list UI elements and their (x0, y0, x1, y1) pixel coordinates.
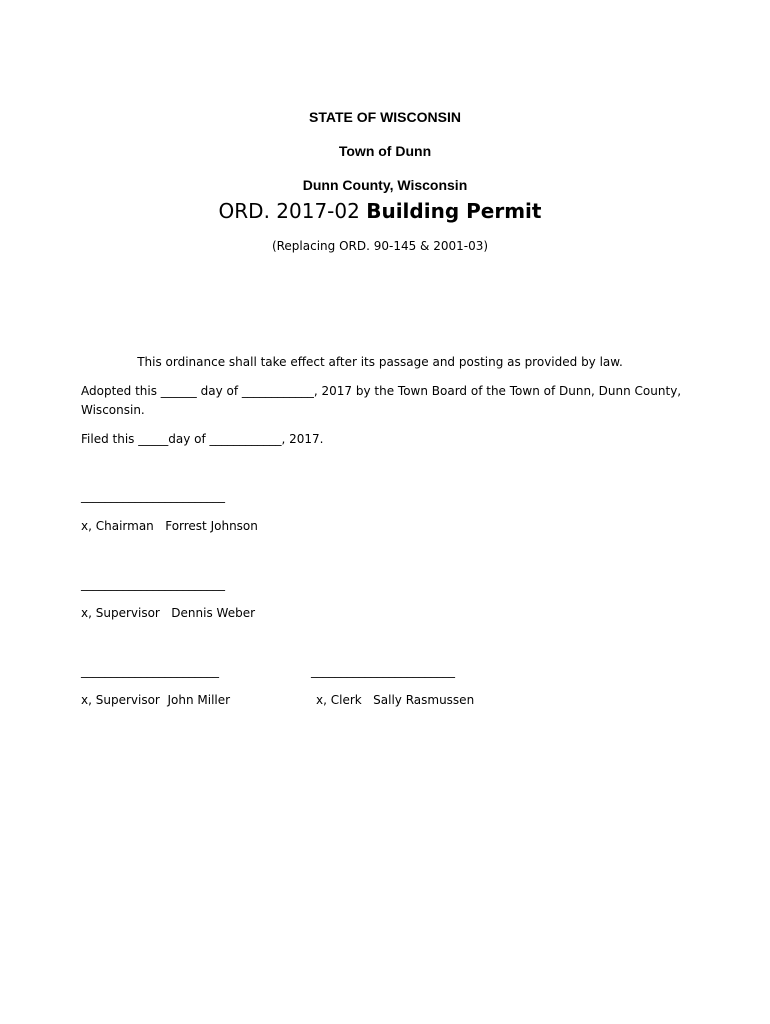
adopted-line-1: Adopted this ______ day of ____________, 2017 by the Town Board of the Town of Dunn, Dunn County, (81, 384, 682, 398)
county-heading: Dunn County, Wisconsin (302, 177, 468, 193)
supervisor-weber-signature-line: ________________________ (81, 577, 225, 591)
supervisor-miller-signature-line: _______________________ (81, 664, 219, 678)
filed-line: Filed this _____day of ____________, 2017. (81, 432, 324, 446)
supervisor-miller-signature-label: x, Supervisor John Miller (81, 693, 231, 707)
state-heading: STATE OF WISCONSIN (309, 109, 461, 125)
town-heading: Town of Dunn (338, 143, 432, 159)
clerk-signature-label: x, Clerk Sally Rasmussen (316, 693, 475, 707)
effect-statement: This ordinance shall take effect after its passage and posting as provided by law. (137, 355, 623, 369)
ordinance-subject: Building Permit (366, 199, 542, 223)
ordinance-number: ORD. 2017-02 (218, 199, 367, 223)
supervisor-weber-signature-label: x, Supervisor Dennis Weber (81, 606, 256, 620)
chairman-signature-label: x, Chairman Forrest Johnson (81, 519, 258, 533)
clerk-signature-line: ________________________ (311, 664, 455, 678)
replacing-note: (Replacing ORD. 90-145 & 2001-03) (271, 239, 489, 253)
ordinance-title (0, 199, 760, 223)
adopted-line-2: Wisconsin. (81, 403, 145, 417)
chairman-signature-line: ________________________ (81, 489, 225, 503)
